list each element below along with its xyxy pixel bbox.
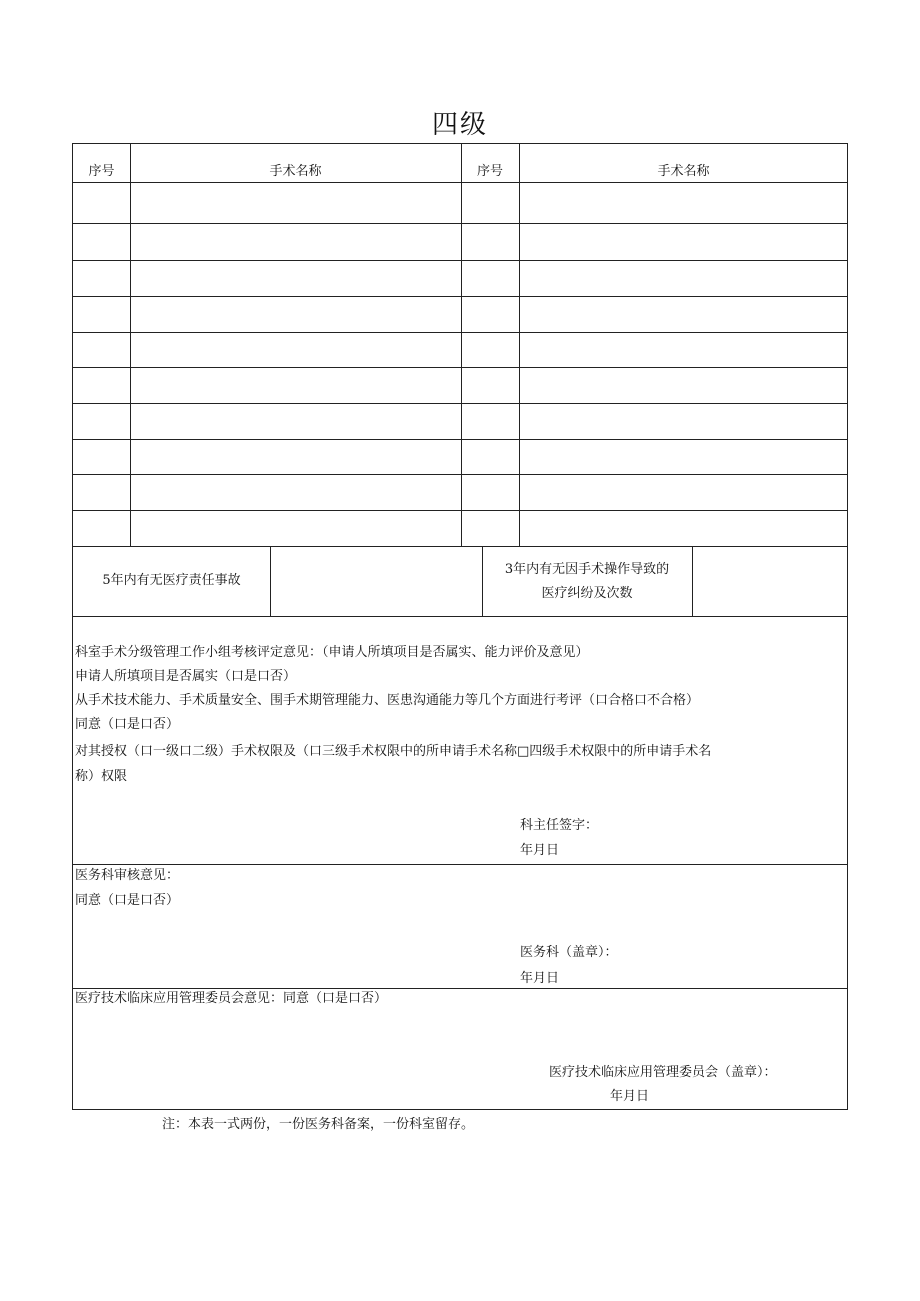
grid-line [130, 144, 131, 546]
grid-line [461, 144, 462, 546]
dept-review-date: 年月日 [520, 843, 560, 858]
page-title: 四级 [431, 110, 488, 140]
disputes-label-line2: 医疗纠纷及次数 [541, 586, 633, 601]
dept-head-signature-label: 科主任签字： [520, 818, 599, 833]
grid-line [73, 864, 848, 865]
committee-heading: 医疗技术临床应用管理委员会意见：同意（口是口否） [75, 991, 388, 1006]
header-name-right: 手术名称 [657, 164, 710, 179]
committee-seal-label: 医疗技术临床应用管理委员会（盖章）： [549, 1065, 777, 1080]
committee-date: 年月日 [610, 1089, 650, 1104]
dept-review-line5: 称）权限 [75, 769, 128, 784]
header-seq-left: 序号 [88, 164, 115, 179]
grid-line [519, 144, 520, 546]
medical-accidents-label: 5年内有无医疗责任事故 [102, 573, 241, 588]
medical-affairs-heading: 医务科审核意见： [75, 868, 180, 883]
disputes-label-line1: 3年内有无因手术操作导致的 [504, 562, 670, 577]
grid-line [73, 616, 848, 617]
grid-line [482, 546, 483, 616]
dept-review-line1: 申请人所填项目是否属实（口是口否） [75, 669, 297, 684]
medical-affairs-date: 年月日 [520, 971, 560, 986]
grid-line [270, 546, 271, 616]
header-name-left: 手术名称 [269, 164, 322, 179]
dept-review-line4: 对其授权（口一级口二级）手术权限及（口三级手术权限中的所申请手术名称□四级手术权限中的所申请手术名 [75, 744, 712, 759]
form-frame [72, 143, 848, 1110]
dept-review-heading: 科室手术分级管理工作小组考核评定意见：（申请人所填项目是否属实、能力评价及意见） [75, 645, 589, 660]
grid-line [73, 546, 848, 547]
footnote: 注：本表一式两份，一份医务科备案，一份科室留存。 [162, 1117, 475, 1132]
grid-line [692, 546, 693, 616]
medical-affairs-seal-label: 医务科（盖章）： [520, 945, 618, 960]
header-seq-right: 序号 [476, 164, 503, 179]
medical-affairs-agree: 同意（口是口否） [75, 893, 180, 908]
dept-review-line3: 同意（口是口否） [75, 717, 180, 732]
dept-review-line2: 从手术技术能力、手术质量安全、围手术期管理能力、医患沟通能力等几个方面进行考评（口合格口不合格） [75, 693, 700, 708]
